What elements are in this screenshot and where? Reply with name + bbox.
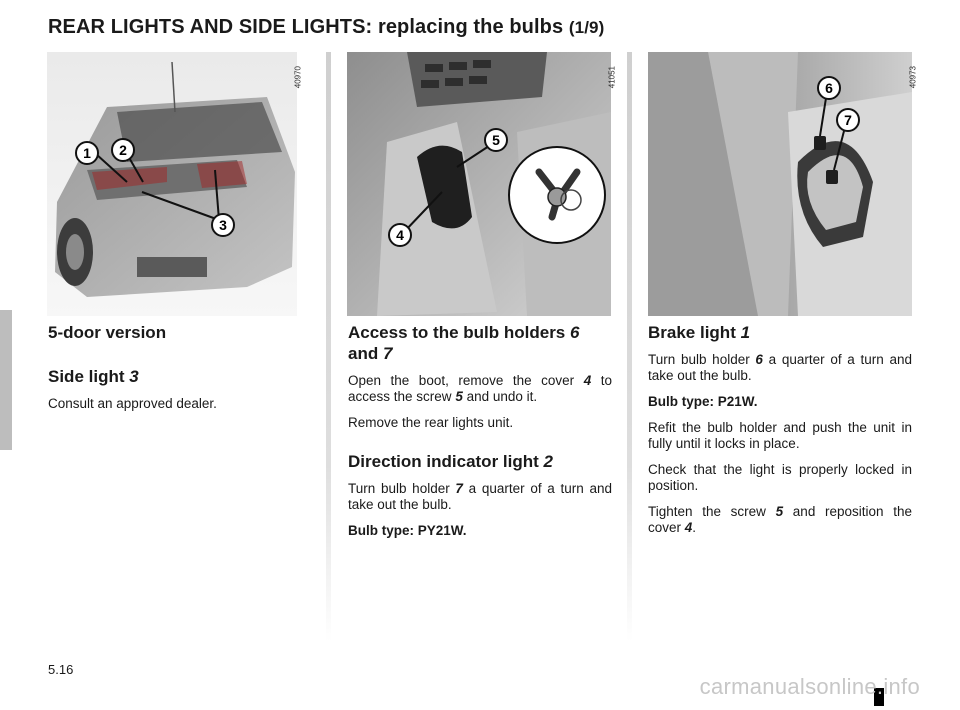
bulb-type-py21w: Bulb type: PY21W.	[348, 523, 467, 538]
direction-paragraph	[348, 481, 612, 513]
text-part: Turn bulb holder	[648, 352, 750, 367]
version-heading: 5-door version	[48, 323, 167, 342]
ref-6: 6	[755, 352, 763, 367]
text-part: and reposition the cover	[648, 504, 912, 535]
column-separator-2	[627, 52, 632, 642]
column-2	[348, 318, 612, 539]
access-paragraph	[348, 373, 612, 405]
check-paragraph: Check that the light is properly locked in position.	[648, 462, 912, 493]
figure-code: 40973	[908, 66, 917, 89]
callout-label: 5	[492, 132, 500, 148]
access-label: Access to the bulb holders	[348, 323, 566, 342]
column-3	[648, 318, 912, 536]
direction-label: Direction indicator light	[348, 452, 539, 471]
brake-label: Brake light	[648, 323, 736, 342]
direction-heading	[348, 451, 612, 472]
callout-6	[818, 77, 840, 99]
page-number: 5.16	[48, 662, 74, 677]
figure-car-rear	[47, 52, 302, 316]
side-light-text: Consult an approved dealer.	[48, 396, 217, 411]
callout-label: 4	[396, 227, 404, 243]
callout-label: 3	[219, 217, 227, 233]
figure-light-unit	[648, 52, 917, 316]
title-text: REAR LIGHTS AND SIDE LIGHTS: replacing the bulbs	[48, 16, 564, 38]
ref-5: 5	[775, 504, 784, 519]
callout-label: 1	[83, 145, 91, 161]
callout-2	[112, 139, 134, 161]
remove-paragraph: Remove the rear lights unit.	[348, 415, 514, 430]
text-part: and undo it.	[466, 389, 538, 404]
text-part: Tighten the screw	[648, 504, 766, 519]
text-part: Turn bulb holder	[348, 481, 450, 496]
callout-4	[389, 224, 411, 246]
text-part: .	[692, 520, 697, 535]
column-separator-1	[326, 52, 331, 642]
figure-code: 41051	[607, 66, 616, 89]
figure-callouts	[47, 52, 297, 316]
brake-paragraph	[648, 352, 912, 384]
access-ref-6: 6	[570, 323, 580, 342]
text-part: a quarter of a turn and take out the bulb.	[348, 481, 612, 512]
callout-1	[76, 142, 98, 164]
side-light-label: Side light	[48, 367, 125, 386]
access-and: and	[348, 344, 379, 363]
chapter-tab	[0, 310, 12, 450]
text-part: to access the screw	[348, 373, 612, 404]
refit-paragraph: Refit the bulb holder and push the unit in fully until it locks in place.	[648, 420, 912, 451]
text-part: Open the boot, remove the cover	[348, 373, 575, 388]
figure-callouts	[347, 52, 611, 316]
side-light-ref: 3	[129, 367, 139, 386]
text-part: a quarter of a turn and take out the bulb.	[648, 352, 912, 383]
direction-ref: 2	[543, 452, 553, 471]
ref-5: 5	[455, 389, 463, 404]
access-heading	[348, 322, 612, 364]
callout-3	[212, 214, 234, 236]
callout-label: 2	[119, 142, 127, 158]
tighten-paragraph	[648, 504, 912, 536]
title-page-count: (1/9)	[568, 18, 605, 37]
page-title	[48, 16, 604, 39]
callout-7	[837, 109, 859, 131]
brake-heading	[648, 322, 912, 343]
brake-ref: 1	[740, 323, 751, 342]
figure-code: 40970	[293, 66, 302, 89]
figure-callouts	[648, 52, 912, 316]
ref-4: 4	[684, 520, 693, 535]
callout-5	[485, 129, 507, 151]
ref-4: 4	[583, 373, 592, 388]
column-1	[48, 318, 303, 412]
callout-label: 7	[844, 112, 852, 128]
watermark: carmanualsonline.info	[699, 674, 920, 699]
figure-boot-interior	[347, 52, 616, 316]
access-ref-7: 7	[382, 344, 393, 363]
side-light-heading	[48, 366, 303, 387]
callout-label: 6	[825, 80, 833, 96]
bulb-type-p21w: Bulb type: P21W.	[648, 394, 758, 409]
ref-7: 7	[455, 481, 463, 496]
